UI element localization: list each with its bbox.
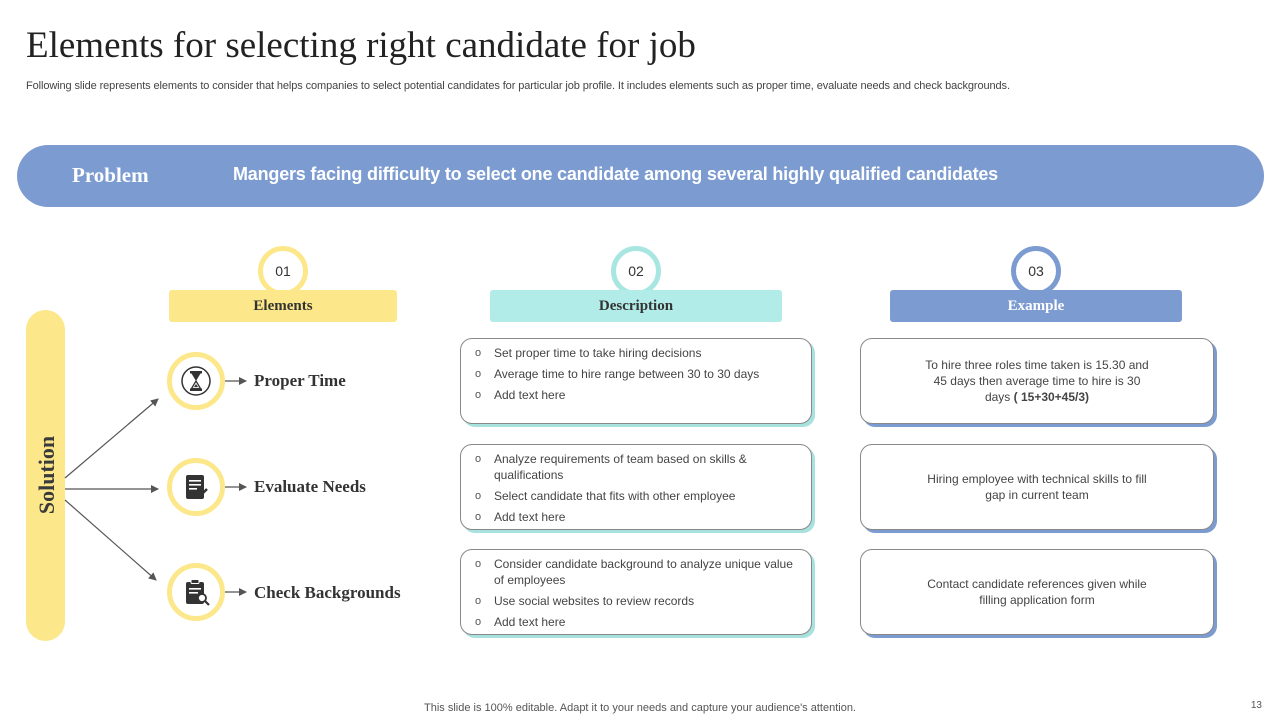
column-number-02: 02 (611, 246, 661, 296)
example-formula: ( 15+30+45/3) (1013, 390, 1090, 404)
slide-subtitle: Following slide represents elements to consider that helps companies to select potential candidates for particular job profile. It includes elements such as proper time, evaluate needs and check backgrounds. (26, 80, 1010, 92)
column-header-elements: Elements (169, 290, 397, 322)
description-item: o Add text here (475, 387, 801, 403)
document-check-icon (167, 458, 225, 516)
description-item: o Add text here (475, 509, 801, 525)
description-item: o Consider candidate background to analyze unique value of employees (475, 556, 801, 588)
description-box-evaluate-needs (460, 444, 812, 530)
arrow-to-check-backgrounds (65, 500, 156, 580)
column-number-01: 01 (258, 246, 308, 296)
column-header-example: Example (890, 290, 1182, 322)
description-box-check-backgrounds (460, 549, 812, 635)
hourglass-icon (167, 352, 225, 410)
footer-note: This slide is 100% editable. Adapt it to your needs and capture your audience's attention. (424, 702, 856, 714)
description-item: o Use social websites to review records (475, 593, 801, 609)
solution-label: Solution (34, 435, 59, 515)
example-text: Hiring employee with technical skills to fill gap in current team (927, 472, 1147, 502)
problem-statement: Mangers facing difficulty to select one candidate among several highly qualified candidates (233, 164, 998, 184)
example-text: Contact candidate references given while filling application form (927, 577, 1147, 607)
element-proper-time: Proper Time (254, 371, 346, 390)
clipboard-search-icon (167, 563, 225, 621)
problem-label: Problem (72, 163, 149, 187)
description-item: o Set proper time to take hiring decisions (475, 345, 801, 361)
element-evaluate-needs: Evaluate Needs (254, 477, 366, 496)
description-item: o Select candidate that fits with other employee (475, 488, 801, 504)
example-box-evaluate-needs (860, 444, 1214, 530)
description-box-proper-time (460, 338, 812, 424)
example-text: To hire three roles time taken is 15.30 and 45 days then average time to hire is 30 days (925, 358, 1149, 404)
description-item: o Analyze requirements of team based on skills & qualifications (475, 451, 801, 483)
slide-title: Elements for selecting right candidate for job (26, 25, 696, 66)
example-box-check-backgrounds (860, 549, 1214, 635)
example-box-proper-time (860, 338, 1214, 424)
page-number: 13 (1250, 700, 1262, 711)
column-number-03: 03 (1011, 246, 1061, 296)
arrow-to-proper-time (65, 399, 158, 478)
description-item: o Average time to hire range between 30 to 30 days (475, 366, 801, 382)
element-check-backgrounds: Check Backgrounds (254, 583, 401, 602)
description-item: o Add text here (475, 614, 801, 630)
column-header-description: Description (490, 290, 782, 322)
